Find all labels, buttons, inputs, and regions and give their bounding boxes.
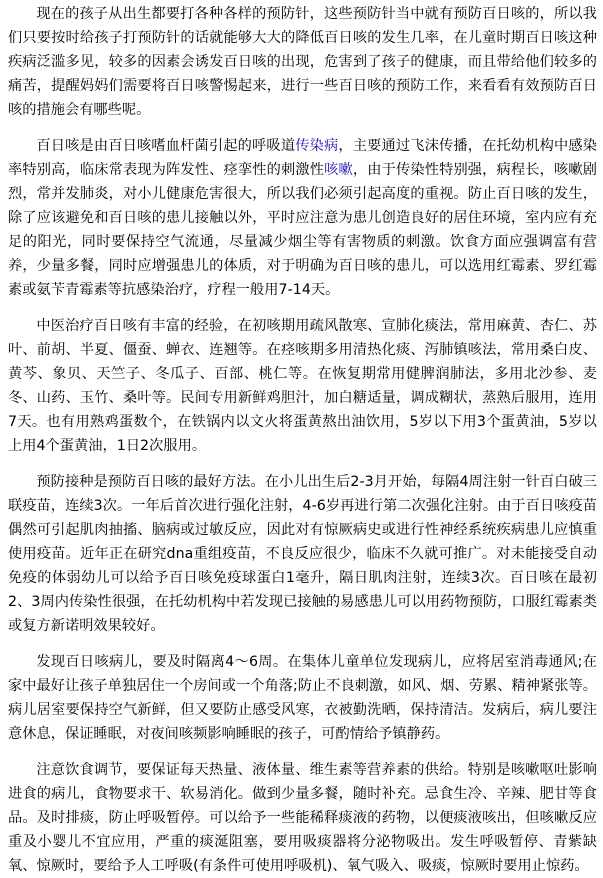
paragraph-intro: 现在的孩子从出生都要打各种各样的预防针，这些预防针当中就有预防百日咳的，所以我们只要按时给孩子打预防针的话就能够大大的降低百日咳的发生几率，在儿童时期百日咳这种疾病泛滥多见，较多的因素会诱发百日咳的出现，危害到了孩子的健康，而且带给他们较多的痛苦，提醒妈妈们需要将百日咳警惕起来，进行一些百日咳的预防工作，来看看有效预防百日咳的措施会有哪些呢。 [8,6,597,118]
paragraph-text: ，由于传染性特别强，病程长，咳嗽剧烈，常并发肺炎，对小儿健康危害很大，所以我们必须引起高度的重视。防止百日咳的发生，除了应该避免和百日咳的患儿接触以外，平时应注意为患儿创造良好的居住环境，室内应有充足的阳光，同时要保持空气流通，尽量减少烟尘等有害物质的刺激。饮食方面应强调富有营养，少量多餐，同时应增强患儿的体质，对于明确为百日咳的患儿，可以选用红霉素、罗红霉素或氨苄青霉素等抗感染治疗，疗程一般用7-14天。 [8,162,597,298]
link-infectious-disease[interactable]: 传染病 [295,138,339,154]
paragraph-cause [8,134,597,302]
paragraph-text: ，主要通过飞沫传播，在托幼机构中感染率特别高，临床常表现为阵发性、痉挛性的刺激性 [8,138,598,178]
paragraph-text: 百日咳是由百日咳嗜血杆菌引起的呼吸道 [36,138,296,154]
paragraph-vaccination: 预防接种是预防百日咳的最好方法。在小儿出生后2-3月开始，每隔4周注射一针百白破三联疫苗，连续3次。一年后首次进行强化注射，4-6岁再进行第二次强化注射。由于百日咳疫苗偶然可引起肌肉抽搐、脑病或过敏反应，因此对有惊厥病史或进行性神经系统疾病患儿应慎重使用疫苗。近年正在研究dna重组疫苗，不良反应很少，临床不久就可推广。对未能接受自动免疫的体弱幼儿可以给予百日咳免疫球蛋白1毫升，隔日肌肉注射，连续3次。百日咳在最初2、3周内传染性很强，在托幼机构中若发现已接触的易感患儿可以用药物预防，口服红霉素类或复方新诺明效果较好。 [8,474,597,634]
link-cough[interactable]: 咳嗽 [324,162,353,178]
paragraph-diet-care: 注意饮食调节，要保证每天热量、液体量、维生素等营养素的供给。特别是咳嗽呕吐影响进食的病儿，食物要求干、软易消化。做到少量多餐，随时补充。忌食生冷、辛辣、肥甘等食品。及时排痰，防止呼吸暂停。可以给予一些能稀释痰液的药物，以便痰液咳出，但咳嗽反应重及小婴儿不宜应用，严重的痰涎阻塞，要用吸痰器将分泌物吸出。发生呼吸暂停、青紫缺氧、惊厥时，要给予人工呼吸(有条件可使用呼吸机)、氧气吸入、吸痰，惊厥时要用止惊药。 [8,762,597,874]
paragraph-isolation: 发现百日咳病儿，要及时隔离4～6周。在集体儿童单位发现病儿，应将居室消毒通风;在家中最好让孩子单独居住一个房间或一个角落;防止不良刺激，如风、烟、劳累、精神紧张等。病儿居室要保持空气新鲜，但又要防止感受风寒，衣被勤洗晒，保持清洁。发病后，病儿要注意休息，保证睡眠，对夜间咳频影响睡眠的孩子，可酌情给予镇静药。 [8,654,597,742]
paragraph-tcm-treatment: 中医治疗百日咳有丰富的经验，在初咳期用疏风散寒、宣肺化痰法，常用麻黄、杏仁、苏叶、前胡、半夏、僵蚕、蝉衣、连翘等。在痉咳期多用清热化痰、泻肺镇咳法，常用桑白皮、黄芩、象贝、天竺子、冬瓜子、百部、桃仁等。在恢复期常用健脾润肺法，多用北沙参、麦冬、山药、玉竹、桑叶等。民间专用新鲜鸡胆汁，加白糖适量，调成糊状，蒸熟后服用，连用7天。也有用熟鸡蛋数个，在铁锅内以文火将蛋黄熬出油饮用，5岁以下用3个蛋黄油，5岁以上用4个蛋黄油，1日2次服用。 [8,318,597,454]
